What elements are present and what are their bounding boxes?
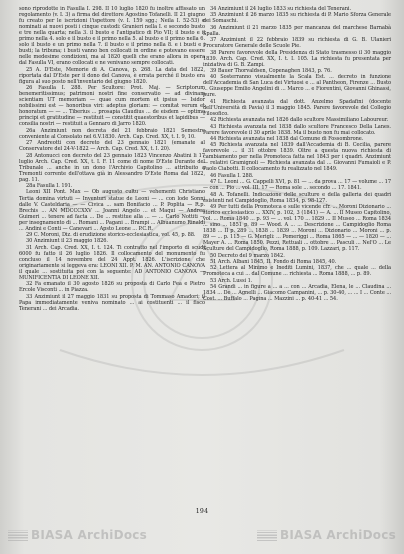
footnote: 30 Anzimiunt il 23 maggio 1826. bbox=[26, 238, 108, 245]
footnote: 53 Arch. Lussi 1. bbox=[210, 277, 253, 284]
page-number: 194 bbox=[195, 508, 209, 515]
watermark-label: BIASA ArchiDocs bbox=[31, 528, 148, 542]
footnote: 49 Per tutti della Promoteca e sulle vicende cfr. ... Moroni Dizionario ... storico ecclesiastico ... XXIV, p. 102, 3 (1841) — A. ... Il Museo Capitolino, vol. ... Roma 1840 ... p. 93 — ... vol. 170 ... 1829 ... II Museo ... Roma 1834 ... sino ... 1851 p. 89 — Wood. A ... ... Descrizione ... Campidoglio Roma 1838 ... II p. 289 ... 1838 ... 1839 ... Moroni ... Dizionario ... Moroni ... p. 89 — ... p. 115 — G. Merigli: ... Pomeriggi ... Roma 1865 — ... — 1820 — ... Mayer A. ... Roma 1850. Pezzi, Rettuali ... ottobre ... Pasculi ... Nel'O ... Le Sculture del Campidoglio, Roma 1888, p. 109. Lazzari, p. 117. bbox=[203, 203, 391, 253]
footnote: 36 Anzimiunt il 21 marzo 1835 per mancanza del marchese Barnabà Spalla. bbox=[203, 24, 391, 37]
footnote: 40 Sosterranno visualmente la Scala Est. ... decreto in funzione dell'Accademia di San Luca dei Virtuosi e ... al Pantheon, Firenze ... Busto ... Giuseppe Emilio Angelini di ... Marco ... e Fiorentini, Giovanni Ghinassi, pure. bbox=[203, 74, 391, 99]
footnote: 41 Richiesta avanzata dal dott. Anzelmo Spadafini (docente dell'Università di Pavia) il 3 maggio 1845. Parere favorevole del Collegio Filosofico. bbox=[203, 98, 391, 117]
footnote: 44 Richiesta avanzata nel 1838 dal Comune di Fossombrone. bbox=[210, 135, 364, 142]
footnote: 54 Grandi ... in figure a ... a ... con ... Arcadia, Elena, le ... Claudina ... 1834 ... De ... Agnelli ... Giacomo Campanini, ... p. 30-40, ... ... I ... Conte ... Cost. ... Buffalo ... Pagina ... Mazzini ... p. 40-41 ... 54. bbox=[203, 284, 391, 303]
footnote: 50 Decreto del 9 marzo 1842. bbox=[210, 252, 285, 259]
footnote: 46 Fasulla I. 288. bbox=[210, 172, 254, 179]
biasa-logo-icon bbox=[8, 528, 147, 542]
footnote: 35 Anzimiunt il 26 marzo 1835 su richiesta di P. Mario Sforza Generale dei Somaschi. bbox=[203, 12, 391, 25]
footnote: sono riprodotte in Fasulla I. 298. II 10 luglio 1820 fu inoltre affissato un regolamento (v. I. 3) a firma del direttore Agostino Tofanelli. II 21 giugno fu creato per le iscrizioni l'ispettore (v. I. 159 sgg.; Neila I. 52-53) e nominati ai nuovi posti i cinque custodi: Granieri nella I. e secondo busto e tre nella quarta; nella 3. il busto e l'antipatico di Pio VII; il busto e il primo nella 4. solo e il busto e il primo nella 5. al busto e il primo nella 6. solo il busto e un primo nella 7. il busto e il primo nella 8. e i busti e i busti; la tribuna; i busti vanno ben collocati in ordine e potevano essere nelle medesime condizioni, ma al 1820 quelli che erano allora in opera dal Fasulla VI, erano collocati e ne venivano sempre collocati. bbox=[19, 6, 205, 67]
footnote: 38 Parere favorevole della Presidenza di Stato trasmesso il 30 maggio 1839. Arch. Cap. Cred. XX, I. t. I. 105. La richiesta fu presentata per iniziativa di G. B. Zampi. bbox=[203, 49, 391, 68]
inscription-text: Leoni XII Pont. Max — Ob augusto cultu — vehementi Christiano Tertia domina virtuti — Inventuri statue de Leoni — ... con lode Sonni dalle V. Casteldaria — — Civica ... sam Bonifacio ... P. Poplita — R.p. Brechis ... AN MDCCCXXV ... Joanni Angelo ... et Maqui — Andrea Guimeri ... tenere ad facta ... De ... restitue alla ... — ... Carlo Nottiti — per insegnamento di ... Romani ... Pagani ... Brampi ... Albuanumo Rinaldi ... Andini e Conti — Canevari ... Apsto Leone ... P.C.R. bbox=[19, 189, 205, 232]
footer-watermark bbox=[8, 526, 396, 544]
footnote: 45 Richiesta avanzata nel 1839 dall'Accademia di B. Cecilia, parere favorevole ... il 31 ottobre 1839. Oltre a questa nuova richiesta di cambiamento per nella Promoteca fatta nel 1843 per i quadri. Anzimiunt — relativi Gramignoli — Richiesta avanzata dal ... Giovanni Fumaioli e P. Paolo Ciabotti. Il collocamento fu realizzato nel 1849. bbox=[203, 142, 391, 173]
footnote: 28a Fasulla I. 191. bbox=[26, 183, 73, 190]
footnote: 39 Bauer Thorvaldsen, Copenaghen 1843, p. 76. bbox=[210, 67, 332, 74]
footnote: 26a Anzimiunt non decreta del 21 febbraio 1821 Semestre conveniente al Consolato nel 6.V.1830. Arch. Cap. Cred. XX, t. I. 9, 10. bbox=[19, 127, 205, 140]
footnote: 37 Anzimiunt il 22 febbraio 1839 su richiesta di G. B. Ulanieri Procuratore Generale delle Scuole Pie. bbox=[203, 37, 391, 50]
footnote: 42 Richiesta avanzata nel 1826 dallo scultore Massimiliano Laboureur. bbox=[210, 117, 389, 124]
biasa-logo-icon bbox=[257, 528, 396, 542]
footnote: 43 Richiesta avanzata nel 1838 dallo scultore Francesco Della Lanes. Parere favorevole il 30 aprile 1838. Ma il busto non fu mai collocato. bbox=[203, 123, 391, 136]
footnote: 34 Anzimiunt il 24 luglio 1833 su richiesta del Tenerani. bbox=[210, 6, 352, 12]
right-column bbox=[203, 6, 391, 302]
footnote: 25 A. D'Este, Memorie di A. Canova, p. 268. La data del 1822, riportata dal D'Este per il dono del Canova, è errata perché il busto era figura al suo posto nell'inventario del giugno 1820. bbox=[19, 66, 205, 85]
left-column bbox=[19, 6, 205, 312]
footnote: 27 Andreotti con decreto del 23 gennaio 1821 (emanate al Conservatore del 24-V-1822 — Arch. Cap. Cred. XX, t. I. 20). bbox=[19, 140, 205, 153]
footnote: 28 Antonucci con decreto del 23 gennaio 1823 Vincenzo Abatini li 17 luglio Arch. Cap. Cred. XX, t. I. F. 11 come di nome D'Este Durante del Tribunale ... anche in un dono l'Archivio Capitolino ... attribuito a Tremonti corrente dell'ottava già in Alessandro D'Este Roma dal 1822, pag. 11. bbox=[19, 152, 205, 183]
footnote: 26 Fasulla I. 288. Per Scultore: Prot. Maj. — Scriptorum benemeritissimus; patrimoni nostri fine conservatio — ad divinam scientiam UT memoriam — quae cum mortem et ipsius — Isidor nobilissimi est — honoribus viri: adeptus gloriam: — comitat verum et honoratum — — ... Tiberius ... prosapia Claudius ... de eisdem — optimo principi et gratitudine — restituit — constitit quaestoribus et lapidibus — consilia nostri — restituit a Gennaro di Jarro 1820. bbox=[19, 85, 205, 128]
footnote: 29 C. Moroni, Diz. di erudizione storico-ecclesiastica, vol. 45, p. 88. bbox=[26, 232, 196, 239]
footnote: 33 Anzimiunt il 27 maggio 1831 su proposta di Tommaso Amadori; il Papa immediatamente veniva nominato ... ai costituenti ... il fisco Tenerani ... dei Arcadia. bbox=[19, 293, 205, 312]
footnote: 31 Arch. Cap. Cred. XX, I. t. 124. Ti contratto nel l'importo di scudi 6000 fu fatto il 26 luglio 1826. Il collocamento del monumento fu concluso il 14 novembre del 24 Appt. 1826. L'iscrizione che originariamente si leggeva era: LEONI XII. P. M. AN. ANTONIO CANOVA il quale ... sostituita poi con la seguente: AD ANTONIO CANOVA — MUNIFICENTIA DI LEONE XII. bbox=[19, 244, 205, 282]
footnote: 32 Fa emanato il 30 agosto 1826 su proposta di Carlo Fea e Pietro Ercole Visconti ... in Piazza. bbox=[19, 281, 205, 294]
footnote: 51 Arch. Albani 1845, II. Fondo di Roma 1845, 40. bbox=[210, 258, 337, 265]
watermark-label: BIASA ArchiDocs bbox=[279, 528, 396, 542]
footnote: 48 A. Tofanelli. Indicazione delle sculture e della galleria dei quadri esistenti nel Campidoglio, Roma 1834, p. 98-127. bbox=[203, 191, 391, 204]
footnote: 47 L. Leoni ... G. Cappelli XVI, p. 81 — ... da prova ... 17 — volume ... 17 — con ... Pio ... vol. III. 17 — Roma sole ... secondo ... 17. 1841. bbox=[203, 179, 391, 192]
footnote: 52 Lettera al Minimo e Inediti Lumini, 1837, che ... quale ... della Promoteca a cui ... dal Comune ... richiesta ... Roma 1888, ... p. 89. bbox=[203, 265, 391, 278]
